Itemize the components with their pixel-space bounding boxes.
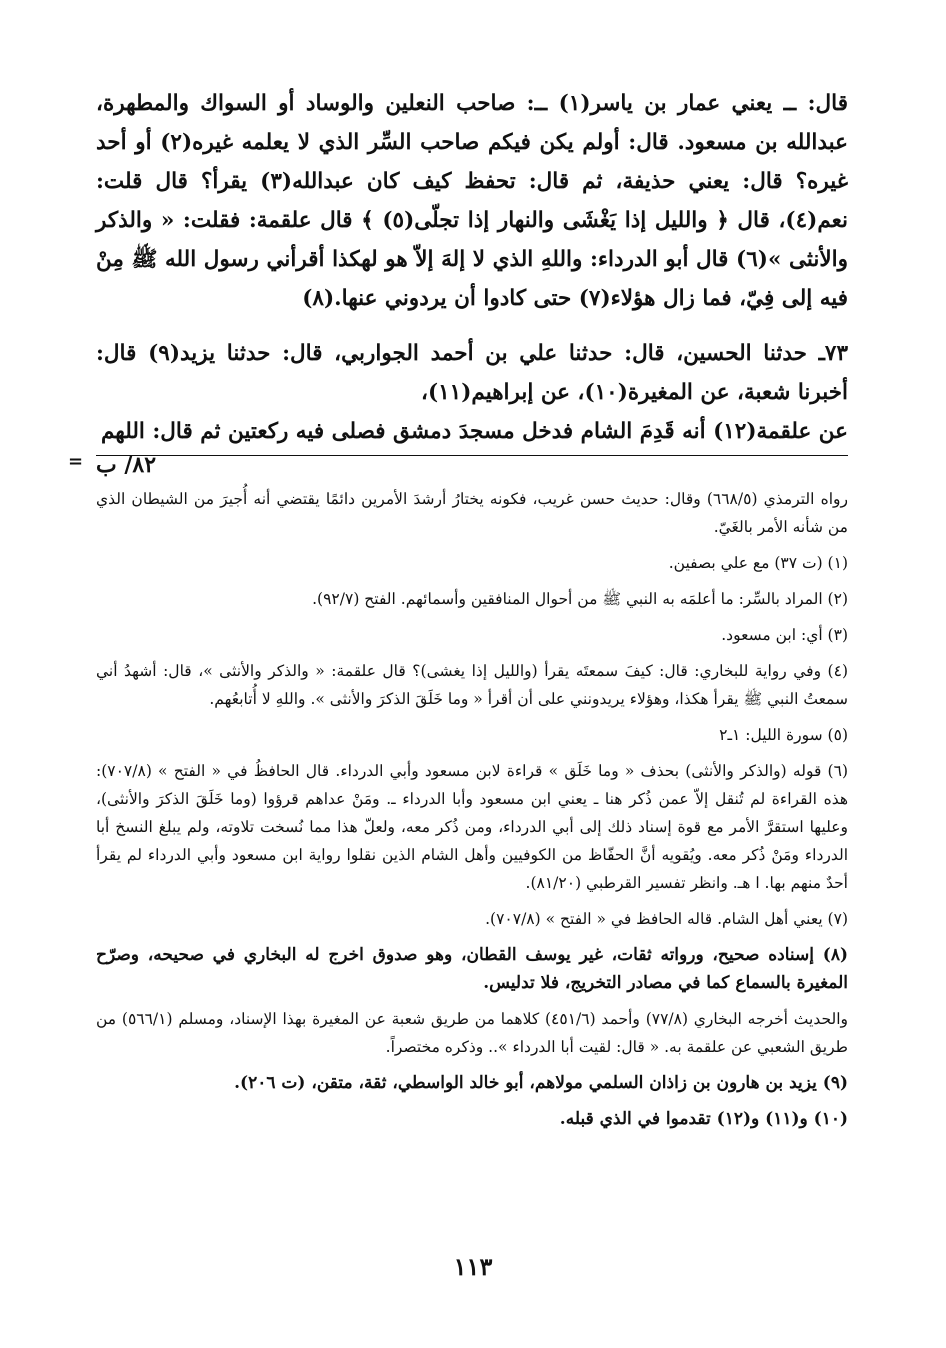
continuation-mark: =: [68, 451, 84, 472]
footnote-5: (٥) سورة الليل: ١ـ٢: [719, 726, 848, 744]
footnote-8: (٨) إسناده صحيح، ورواته ثقات، غير يوسف القطان، وهو صدوق اخرج له البخاري في صحيحه، وصرّح المغيرة بالسماع كما في مصادر التخريج، فلا تدليس.: [96, 945, 848, 993]
footnote-4: (٤) وفي رواية للبخاري: قال: كيفَ سمعتَه يقرأ (والليل إذا يغشى)؟ قال علقمة: « والذكر والأنثى »، قال: أشهدُ أني سمعتُ النبي ﷺ يقرأ هكذا، وهؤلاء يريدونني على أن أقرأ « وما خَلَقَ الذكرَ والأنثى ». واللهِ لا أُتابعُهم.: [96, 662, 848, 708]
paragraph-previous-hadith: قال: ــ يعني عمار بن ياسر(١) ــ: صاحب النعلين والوساد أو السواك والمطهرة، عبدالله بن مسعود. قال: أولم يكن فيكم صاحب السِّر الذي لا يعلمه غيره(٢) أو أحد غيره؟ قال: يعني حذيفة، ثم قال: تحفظ كيف كان عبدالله(٣) يقرأ؟ قال قلت: نعم(٤)، قال ﴿ والليل إذا يَغْشَى والنهار إذا تجلّى(٥) ﴾ قال علقمة: فقلت: « والذكر والأنثى »(٦) قال أبو الدرداء: واللهِ الذي لا إلهَ إلاّ هو لهكذا أقرأني رسول الله ﷺ مِنْ فيه إلى فِيّ، فما زال هؤلاء(٧) حتى كادوا أن يردوني عنها.(٨): [96, 91, 848, 311]
footnote-8-takhrij: والحديث أخرجه البخاري (٧٧/٨) وأحمد (٤٥١/٦) كلاهما من طريق شعبة عن المغيرة بهذا الإسناد، ومسلم (٥٦٦/١) من طريق الشعبي عن علقمة به. « قال: لقيت أبا الدرداء ».. وذكره مختصراً.: [96, 1010, 848, 1056]
page-number: ١١٣: [453, 1252, 493, 1281]
footnote-10-12: (١٠) و(١١) و(١٢) تقدموا في الذي قبله.: [559, 1109, 848, 1129]
paragraph-hadith-73-continuation: عن علقمة(١٢) أنه قَدِمَ الشام فدخل مسجدَ دمشق فصلى فيه ركعتين ثم قال: اللهم: [101, 419, 848, 444]
footnote-2: (٢) المراد بالسِّر: ما أعلمَه به النبي ﷺ من أحوال المنافقين وأسمائهم. الفتح (٩٢/٧).: [312, 590, 848, 608]
paragraph-hadith-73: ٧٣ـ حدثنا الحسين، قال: حدثنا علي بن أحمد الجواربي، قال: حدثنا يزيد(٩) قال: أخبرنا شعبة، عن المغيرة(١٠)، عن إبراهيم(١١)،: [96, 341, 849, 405]
footnote-6: (٦) قوله (والذكر والأنثى) بحذف « وما خَلَق » قراءة لابن مسعود وأبي الدرداء. قال الحافظُ في « الفتح » (٧٠٧/٨): هذه القراءة لم تُنقل إلاّ عمن ذُكر هنا ـ يعني ابن مسعود وأبا الدرداء ـ. ومَنْ عداهم قرؤوا (وما خَلَقَ الذكرَ والأنثى)، وعليها استقرَّ الأمر مع قوة إسناد ذلك إلى أبي الدرداء، ومن ذُكر معه، ولعلّ هذا مما نُسخت تلاوته، ولم يبلغ النسخ أبا الدرداء ومَنْ ذُكر معه. ويُقويه أنَّ الحفّاظ من الكوفيين وأهل الشام الذين نقلوا رواية ابن مسعود وأبي الدرداء لم يقرأ أحدٌ منهم بها. ا هـ. وانظر تفسير القرطبي (٨١/٢٠).: [96, 762, 848, 892]
footnote-divider-row: [68, 451, 848, 478]
footnote-3: (٣) أي: ابن مسعود.: [721, 626, 848, 644]
manuscript-folio-marker: ٨٢/ ب: [96, 452, 157, 478]
footnote-7: (٧) يعني أهل الشام. قاله الحافظ في « الفتح » (٧٠٧/٨).: [485, 910, 848, 928]
main-text: [96, 84, 848, 451]
footnote-1: (١) (ت ٣٧) مع علي بصفين.: [668, 554, 848, 572]
footnotes: [96, 485, 848, 1133]
footnote-9: (٩) يزيد بن هارون بن زاذان السلمي مولاهم، أبو خالد الواسطي، ثقة، متقن، (ت ٢٠٦).: [234, 1073, 848, 1093]
footnote-continued: رواه الترمذي (٦٦٨/٥) وقال: حديث حسن غريب، فكونه يختارُ أرشدَ الأمرين دائمًا يقتضي أنه أُجيرَ من الشيطان الذي من شأنه الأمر بالغَيّ.: [96, 490, 848, 536]
footnote-divider-line: [96, 455, 848, 456]
page: [68, 84, 849, 1141]
